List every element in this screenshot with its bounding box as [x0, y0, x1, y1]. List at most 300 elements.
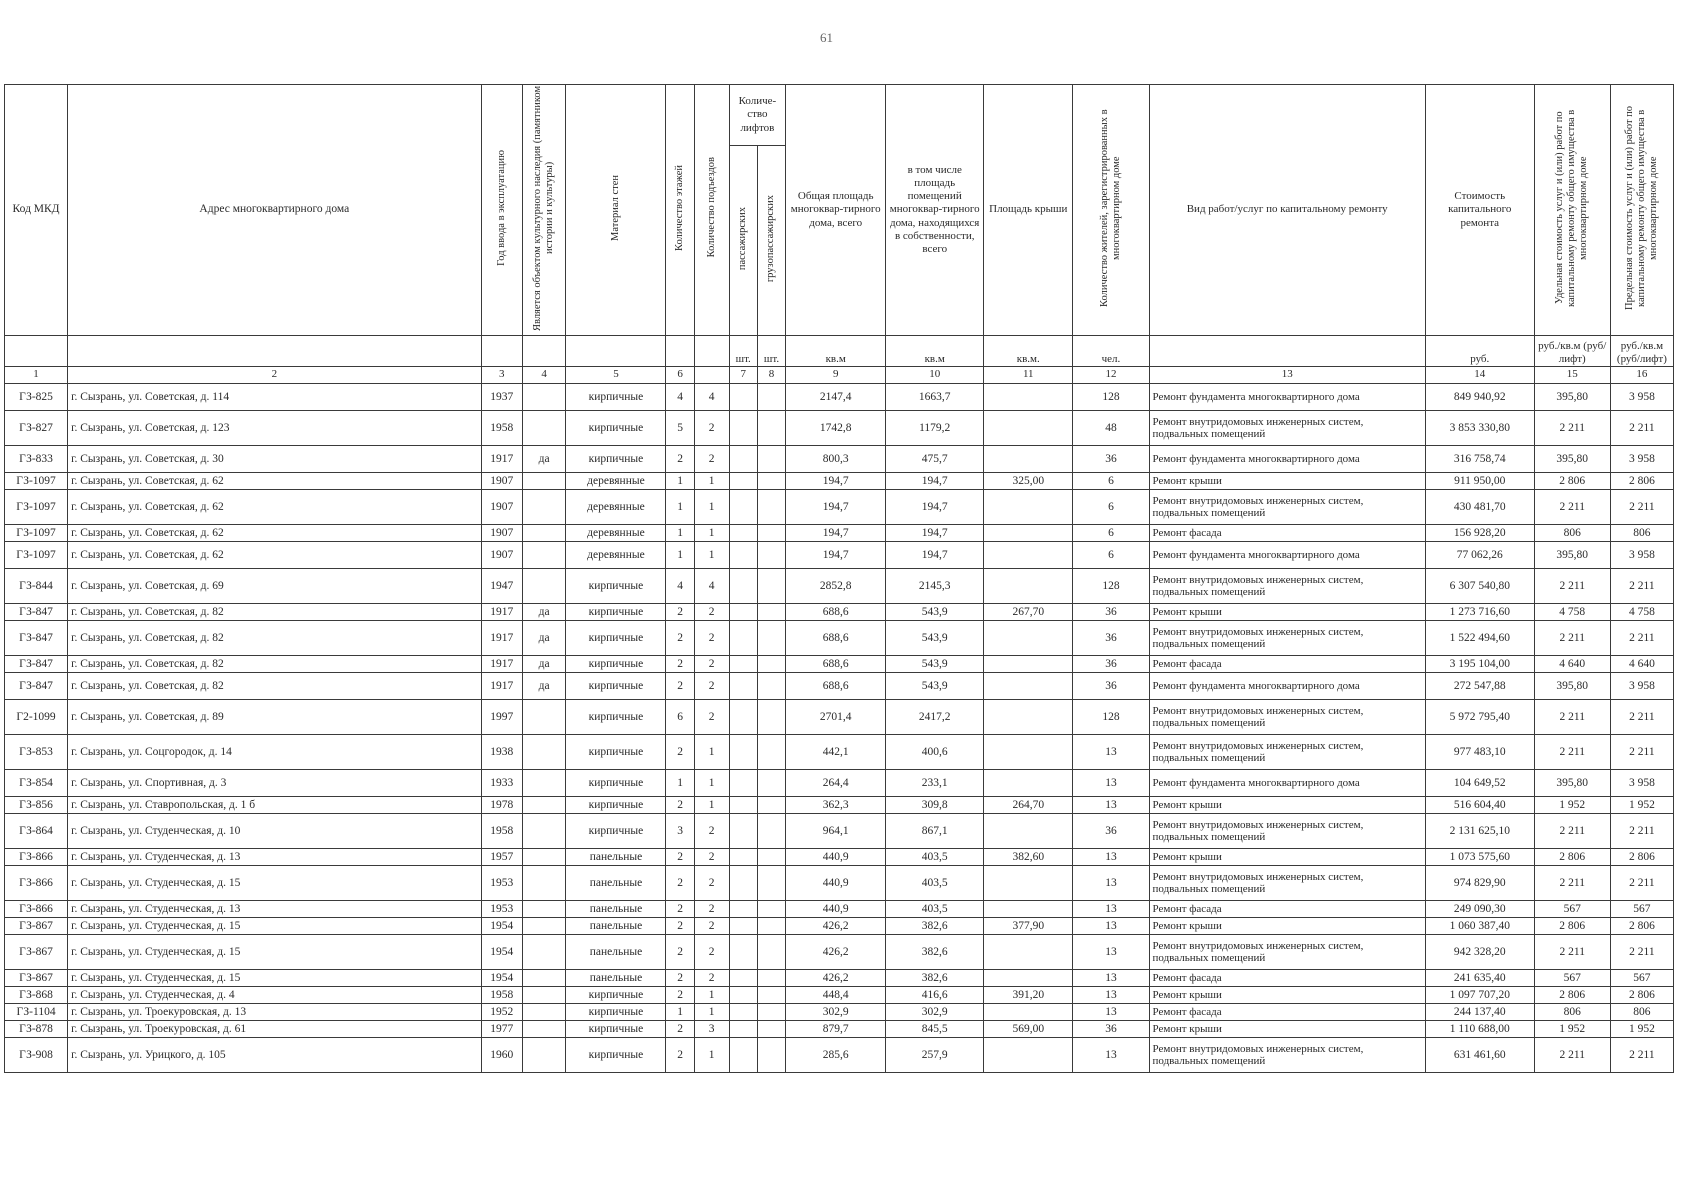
entrances-cell: 1 [694, 473, 729, 490]
header-residents: Количество жителей, зарегистрированных в многоквартирном доме [1073, 85, 1149, 336]
year-cell: 1978 [481, 797, 522, 814]
material-cell: кирпичные [566, 411, 666, 446]
address-cell: г. Сызрань, ул. Троекуровская, д. 61 [68, 1021, 481, 1038]
year-cell: 1917 [481, 656, 522, 673]
unit-max-cost: руб./кв.м (руб/лифт) [1610, 336, 1673, 367]
cost-cell: 430 481,70 [1425, 490, 1534, 525]
entrances-cell: 2 [694, 604, 729, 621]
work-type-cell: Ремонт внутридомовых инженерных систем, подвальных помещений [1149, 569, 1425, 604]
unit-cost-cell: 395,80 [1534, 542, 1610, 569]
max-cost-cell: 2 211 [1610, 490, 1673, 525]
lifts-passenger-cell [729, 604, 757, 621]
floors-cell: 2 [666, 604, 694, 621]
lifts-cargo-cell [757, 1021, 785, 1038]
roof-area-cell [984, 770, 1073, 797]
material-cell: кирпичные [566, 604, 666, 621]
total-area-cell: 800,3 [786, 446, 886, 473]
residents-cell: 13 [1073, 849, 1149, 866]
owned-area-cell: 543,9 [886, 673, 984, 700]
year-cell: 1958 [481, 411, 522, 446]
lifts-cargo-cell [757, 673, 785, 700]
material-cell: деревянные [566, 490, 666, 525]
code-cell: ГЗ-844 [5, 569, 68, 604]
address-cell: г. Сызрань, ул. Студенческая, д. 13 [68, 849, 481, 866]
column-number: 9 [786, 367, 886, 384]
heritage-cell [522, 918, 566, 935]
address-cell: г. Сызрань, ул. Советская, д. 89 [68, 700, 481, 735]
max-cost-cell: 2 211 [1610, 700, 1673, 735]
cost-cell: 244 137,40 [1425, 1004, 1534, 1021]
roof-area-cell [984, 1004, 1073, 1021]
floors-cell: 2 [666, 797, 694, 814]
lifts-cargo-cell [757, 700, 785, 735]
max-cost-cell: 567 [1610, 901, 1673, 918]
floors-cell: 2 [666, 970, 694, 987]
lifts-passenger-cell [729, 525, 757, 542]
address-cell: г. Сызрань, ул. Троекуровская, д. 13 [68, 1004, 481, 1021]
unit-cost-cell: 2 211 [1534, 411, 1610, 446]
owned-area-cell: 1179,2 [886, 411, 984, 446]
lifts-passenger-cell [729, 656, 757, 673]
heritage-cell [522, 411, 566, 446]
floors-cell: 2 [666, 935, 694, 970]
work-type-cell: Ремонт внутридомовых инженерных систем, подвальных помещений [1149, 866, 1425, 901]
entrances-cell: 1 [694, 797, 729, 814]
unit-total-area: кв.м [786, 336, 886, 367]
code-cell: ГЗ-864 [5, 814, 68, 849]
work-type-cell: Ремонт крыши [1149, 604, 1425, 621]
roof-area-cell [984, 935, 1073, 970]
roof-area-cell [984, 525, 1073, 542]
total-area-cell: 194,7 [786, 490, 886, 525]
residents-cell: 48 [1073, 411, 1149, 446]
year-cell: 1907 [481, 473, 522, 490]
code-cell: ГЗ-825 [5, 384, 68, 411]
lifts-cargo-cell [757, 473, 785, 490]
address-cell: г. Сызрань, ул. Советская, д. 30 [68, 446, 481, 473]
column-number: 16 [1610, 367, 1673, 384]
column-number: 3 [481, 367, 522, 384]
table-row [5, 621, 1674, 656]
owned-area-cell: 2145,3 [886, 569, 984, 604]
column-number: 10 [886, 367, 984, 384]
entrances-cell: 3 [694, 1021, 729, 1038]
year-cell: 1917 [481, 621, 522, 656]
floors-cell: 2 [666, 849, 694, 866]
table-row [5, 1004, 1674, 1021]
owned-area-cell: 403,5 [886, 901, 984, 918]
address-cell: г. Сызрань, ул. Студенческая, д. 13 [68, 901, 481, 918]
roof-area-cell [984, 569, 1073, 604]
owned-area-cell: 403,5 [886, 849, 984, 866]
header-heritage: Является объектом культурного наследия (памятником истории и культуры) [522, 85, 566, 336]
total-area-cell: 440,9 [786, 849, 886, 866]
owned-area-cell: 475,7 [886, 446, 984, 473]
header-work-type: Вид работ/услуг по капитальному ремонту [1149, 85, 1425, 336]
unit-roof-area: кв.м. [984, 336, 1073, 367]
floors-cell: 2 [666, 918, 694, 935]
code-cell: ГЗ-867 [5, 918, 68, 935]
total-area-cell: 194,7 [786, 525, 886, 542]
code-cell: ГЗ-847 [5, 621, 68, 656]
table-row [5, 525, 1674, 542]
cost-cell: 3 195 104,00 [1425, 656, 1534, 673]
address-cell: г. Сызрань, ул. Советская, д. 82 [68, 673, 481, 700]
header-unit-cost: Удельная стоимость услуг и (или) работ по капитальному ремонту общего имущества в многоквартирном доме [1534, 85, 1610, 336]
table-row [5, 542, 1674, 569]
lifts-passenger-cell [729, 918, 757, 935]
work-type-cell: Ремонт крыши [1149, 849, 1425, 866]
floors-cell: 2 [666, 656, 694, 673]
total-area-cell: 688,6 [786, 621, 886, 656]
work-type-cell: Ремонт внутридомовых инженерных систем, подвальных помещений [1149, 411, 1425, 446]
work-type-cell: Ремонт крыши [1149, 797, 1425, 814]
material-cell: кирпичные [566, 814, 666, 849]
unit-cost-cell: 806 [1534, 1004, 1610, 1021]
max-cost-cell: 806 [1610, 525, 1673, 542]
residents-cell: 36 [1073, 673, 1149, 700]
owned-area-cell: 257,9 [886, 1038, 984, 1073]
residents-cell: 36 [1073, 814, 1149, 849]
heritage-cell [522, 490, 566, 525]
unit-cost-cell: 395,80 [1534, 446, 1610, 473]
column-number: 13 [1149, 367, 1425, 384]
year-cell: 1957 [481, 849, 522, 866]
cost-cell: 316 758,74 [1425, 446, 1534, 473]
cost-cell: 1 522 494,60 [1425, 621, 1534, 656]
cost-cell: 156 928,20 [1425, 525, 1534, 542]
lifts-passenger-cell [729, 446, 757, 473]
unit-cell [1149, 336, 1425, 367]
heritage-cell: да [522, 446, 566, 473]
lifts-passenger-cell [729, 490, 757, 525]
code-cell: ГЗ-878 [5, 1021, 68, 1038]
material-cell: деревянные [566, 525, 666, 542]
unit-lifts-passenger: шт. [729, 336, 757, 367]
unit-residents: чел. [1073, 336, 1149, 367]
entrances-cell: 1 [694, 987, 729, 1004]
lifts-passenger-cell [729, 673, 757, 700]
max-cost-cell: 3 958 [1610, 770, 1673, 797]
lifts-cargo-cell [757, 1038, 785, 1073]
cost-cell: 1 273 716,60 [1425, 604, 1534, 621]
material-cell: панельные [566, 970, 666, 987]
work-type-cell: Ремонт фундамента многоквартирного дома [1149, 446, 1425, 473]
roof-area-cell [984, 1038, 1073, 1073]
cost-cell: 974 829,90 [1425, 866, 1534, 901]
column-number: 4 [522, 367, 566, 384]
table-row [5, 849, 1674, 866]
residents-cell: 13 [1073, 935, 1149, 970]
entrances-cell: 1 [694, 735, 729, 770]
year-cell: 1907 [481, 490, 522, 525]
cost-cell: 241 635,40 [1425, 970, 1534, 987]
total-area-cell: 362,3 [786, 797, 886, 814]
roof-area-cell [984, 814, 1073, 849]
work-type-cell: Ремонт внутридомовых инженерных систем, подвальных помещений [1149, 700, 1425, 735]
table-row [5, 797, 1674, 814]
cost-cell: 1 097 707,20 [1425, 987, 1534, 1004]
material-cell: панельные [566, 918, 666, 935]
material-cell: кирпичные [566, 656, 666, 673]
lifts-cargo-cell [757, 569, 785, 604]
heritage-cell [522, 987, 566, 1004]
cost-cell: 2 131 625,10 [1425, 814, 1534, 849]
lifts-passenger-cell [729, 621, 757, 656]
header-max-cost: Предельная стоимость услуг и (или) работ по капитальному ремонту общего имущества в многоквартирном доме [1610, 85, 1673, 336]
code-cell: ГЗ-1097 [5, 490, 68, 525]
owned-area-cell: 2417,2 [886, 700, 984, 735]
heritage-cell [522, 866, 566, 901]
heritage-cell [522, 700, 566, 735]
address-cell: г. Сызрань, ул. Студенческая, д. 15 [68, 918, 481, 935]
owned-area-cell: 845,5 [886, 1021, 984, 1038]
total-area-cell: 2852,8 [786, 569, 886, 604]
unit-cell [5, 336, 68, 367]
floors-cell: 1 [666, 473, 694, 490]
cost-cell: 3 853 330,80 [1425, 411, 1534, 446]
floors-cell: 1 [666, 525, 694, 542]
work-type-cell: Ремонт крыши [1149, 918, 1425, 935]
table-row [5, 700, 1674, 735]
lifts-cargo-cell [757, 866, 785, 901]
heritage-cell [522, 935, 566, 970]
address-cell: г. Сызрань, ул. Советская, д. 82 [68, 621, 481, 656]
header-total-area: Общая площадь многоквар-тирного дома, всего [786, 85, 886, 336]
year-cell: 1907 [481, 542, 522, 569]
table-row [5, 866, 1674, 901]
unit-cost-cell: 2 806 [1534, 918, 1610, 935]
roof-area-cell: 382,60 [984, 849, 1073, 866]
lifts-cargo-cell [757, 987, 785, 1004]
lifts-cargo-cell [757, 735, 785, 770]
unit-cell [694, 336, 729, 367]
work-type-cell: Ремонт фундамента многоквартирного дома [1149, 384, 1425, 411]
work-type-cell: Ремонт внутридомовых инженерных систем, подвальных помещений [1149, 935, 1425, 970]
roof-area-cell [984, 656, 1073, 673]
heritage-cell: да [522, 673, 566, 700]
heritage-cell [522, 797, 566, 814]
year-cell: 1917 [481, 673, 522, 700]
lifts-passenger-cell [729, 735, 757, 770]
cost-cell: 849 940,92 [1425, 384, 1534, 411]
lifts-passenger-cell [729, 849, 757, 866]
material-cell: кирпичные [566, 1021, 666, 1038]
year-cell: 1952 [481, 1004, 522, 1021]
table-row [5, 1021, 1674, 1038]
lifts-passenger-cell [729, 1038, 757, 1073]
owned-area-cell: 403,5 [886, 866, 984, 901]
lifts-cargo-cell [757, 490, 785, 525]
material-cell: кирпичные [566, 384, 666, 411]
residents-cell: 13 [1073, 918, 1149, 935]
header-year: Год ввода в эксплуатацию [481, 85, 522, 336]
owned-area-cell: 233,1 [886, 770, 984, 797]
residents-cell: 36 [1073, 621, 1149, 656]
lifts-cargo-cell [757, 446, 785, 473]
year-cell: 1954 [481, 970, 522, 987]
unit-cost-cell: 2 211 [1534, 814, 1610, 849]
max-cost-cell: 3 958 [1610, 542, 1673, 569]
max-cost-cell: 567 [1610, 970, 1673, 987]
owned-area-cell: 382,6 [886, 935, 984, 970]
unit-cost-cell: 2 211 [1534, 490, 1610, 525]
heritage-cell: да [522, 656, 566, 673]
code-cell: Г2-1099 [5, 700, 68, 735]
cost-cell: 104 649,52 [1425, 770, 1534, 797]
heritage-cell [522, 542, 566, 569]
unit-cost-cell: 1 952 [1534, 797, 1610, 814]
work-type-cell: Ремонт крыши [1149, 987, 1425, 1004]
address-cell: г. Сызрань, ул. Студенческая, д. 15 [68, 866, 481, 901]
table-row [5, 918, 1674, 935]
floors-cell: 2 [666, 1021, 694, 1038]
total-area-cell: 688,6 [786, 604, 886, 621]
code-cell: ГЗ-866 [5, 866, 68, 901]
material-cell: деревянные [566, 473, 666, 490]
unit-cell [522, 336, 566, 367]
total-area-cell: 285,6 [786, 1038, 886, 1073]
table-row [5, 770, 1674, 797]
header-roof-area: Площадь крыши [984, 85, 1073, 336]
lifts-cargo-cell [757, 901, 785, 918]
work-type-cell: Ремонт фасада [1149, 901, 1425, 918]
material-cell: кирпичные [566, 1038, 666, 1073]
table-row [5, 411, 1674, 446]
lifts-cargo-cell [757, 384, 785, 411]
column-number: 14 [1425, 367, 1534, 384]
unit-cost-cell: 395,80 [1534, 673, 1610, 700]
floors-cell: 2 [666, 673, 694, 700]
header-owned-area: в том числе площадь помещений многоквар-тирного дома, находящихся в собственности, всего [886, 85, 984, 336]
unit-cost-cell: 4 640 [1534, 656, 1610, 673]
lifts-passenger-cell [729, 770, 757, 797]
year-cell: 1953 [481, 901, 522, 918]
entrances-cell: 1 [694, 1004, 729, 1021]
header-lifts-cargo: грузопассажирских [757, 146, 785, 336]
unit-owned-area: кв.м [886, 336, 984, 367]
lifts-passenger-cell [729, 384, 757, 411]
roof-area-cell: 325,00 [984, 473, 1073, 490]
material-cell: панельные [566, 866, 666, 901]
heritage-cell [522, 901, 566, 918]
max-cost-cell: 4 640 [1610, 656, 1673, 673]
residents-cell: 36 [1073, 656, 1149, 673]
unit-lifts-cargo: шт. [757, 336, 785, 367]
total-area-cell: 688,6 [786, 656, 886, 673]
floors-cell: 1 [666, 770, 694, 797]
owned-area-cell: 309,8 [886, 797, 984, 814]
residents-cell: 6 [1073, 473, 1149, 490]
year-cell: 1953 [481, 866, 522, 901]
table-row [5, 901, 1674, 918]
roof-area-cell [984, 735, 1073, 770]
unit-cost: руб. [1425, 336, 1534, 367]
lifts-cargo-cell [757, 542, 785, 569]
code-cell: ГЗ-1097 [5, 542, 68, 569]
floors-cell: 2 [666, 987, 694, 1004]
year-cell: 1938 [481, 735, 522, 770]
work-type-cell: Ремонт внутридомовых инженерных систем, подвальных помещений [1149, 814, 1425, 849]
total-area-cell: 426,2 [786, 918, 886, 935]
header-floors: Количество этажей [666, 85, 694, 336]
header-lifts: Количе-ство лифтов [729, 85, 786, 146]
max-cost-cell: 2 211 [1610, 1038, 1673, 1073]
work-type-cell: Ремонт фасада [1149, 525, 1425, 542]
cost-cell: 272 547,88 [1425, 673, 1534, 700]
unit-cost-cell: 1 952 [1534, 1021, 1610, 1038]
work-type-cell: Ремонт крыши [1149, 473, 1425, 490]
lifts-cargo-cell [757, 770, 785, 797]
lifts-cargo-cell [757, 814, 785, 849]
roof-area-cell [984, 490, 1073, 525]
table-row [5, 935, 1674, 970]
column-number: 15 [1534, 367, 1610, 384]
page-number: 61 [820, 30, 833, 45]
material-cell: кирпичные [566, 569, 666, 604]
heritage-cell [522, 525, 566, 542]
residents-cell: 128 [1073, 700, 1149, 735]
address-cell: г. Сызрань, ул. Студенческая, д. 10 [68, 814, 481, 849]
table-row [5, 384, 1674, 411]
entrances-cell: 2 [694, 935, 729, 970]
roof-area-cell [984, 384, 1073, 411]
entrances-cell: 2 [694, 656, 729, 673]
entrances-cell: 4 [694, 384, 729, 411]
residents-cell: 6 [1073, 490, 1149, 525]
total-area-cell: 2147,4 [786, 384, 886, 411]
floors-cell: 2 [666, 901, 694, 918]
cost-cell: 631 461,60 [1425, 1038, 1534, 1073]
table-row [5, 735, 1674, 770]
residents-cell: 36 [1073, 446, 1149, 473]
cost-cell: 977 483,10 [1425, 735, 1534, 770]
unit-cost-cell: 2 806 [1534, 473, 1610, 490]
total-area-cell: 302,9 [786, 1004, 886, 1021]
owned-area-cell: 194,7 [886, 542, 984, 569]
code-cell: ГЗ-833 [5, 446, 68, 473]
floors-cell: 1 [666, 542, 694, 569]
column-number: 5 [566, 367, 666, 384]
address-cell: г. Сызрань, ул. Студенческая, д. 4 [68, 987, 481, 1004]
year-cell: 1954 [481, 918, 522, 935]
total-area-cell: 440,9 [786, 866, 886, 901]
unit-cost-cell: 567 [1534, 901, 1610, 918]
lifts-passenger-cell [729, 1004, 757, 1021]
total-area-cell: 442,1 [786, 735, 886, 770]
roof-area-cell [984, 901, 1073, 918]
residents-cell: 13 [1073, 797, 1149, 814]
material-cell: кирпичные [566, 797, 666, 814]
code-cell: ГЗ-866 [5, 901, 68, 918]
roof-area-cell [984, 673, 1073, 700]
code-cell: ГЗ-908 [5, 1038, 68, 1073]
residents-cell: 36 [1073, 1021, 1149, 1038]
header-material: Материал стен [566, 85, 666, 336]
owned-area-cell: 543,9 [886, 604, 984, 621]
max-cost-cell: 2 211 [1610, 735, 1673, 770]
floors-cell: 2 [666, 866, 694, 901]
work-type-cell: Ремонт внутридомовых инженерных систем, подвальных помещений [1149, 735, 1425, 770]
heritage-cell [522, 1021, 566, 1038]
residents-cell: 13 [1073, 735, 1149, 770]
material-cell: деревянные [566, 542, 666, 569]
total-area-cell: 2701,4 [786, 700, 886, 735]
material-cell: кирпичные [566, 987, 666, 1004]
code-cell: ГЗ-847 [5, 656, 68, 673]
year-cell: 1958 [481, 987, 522, 1004]
total-area-cell: 426,2 [786, 970, 886, 987]
